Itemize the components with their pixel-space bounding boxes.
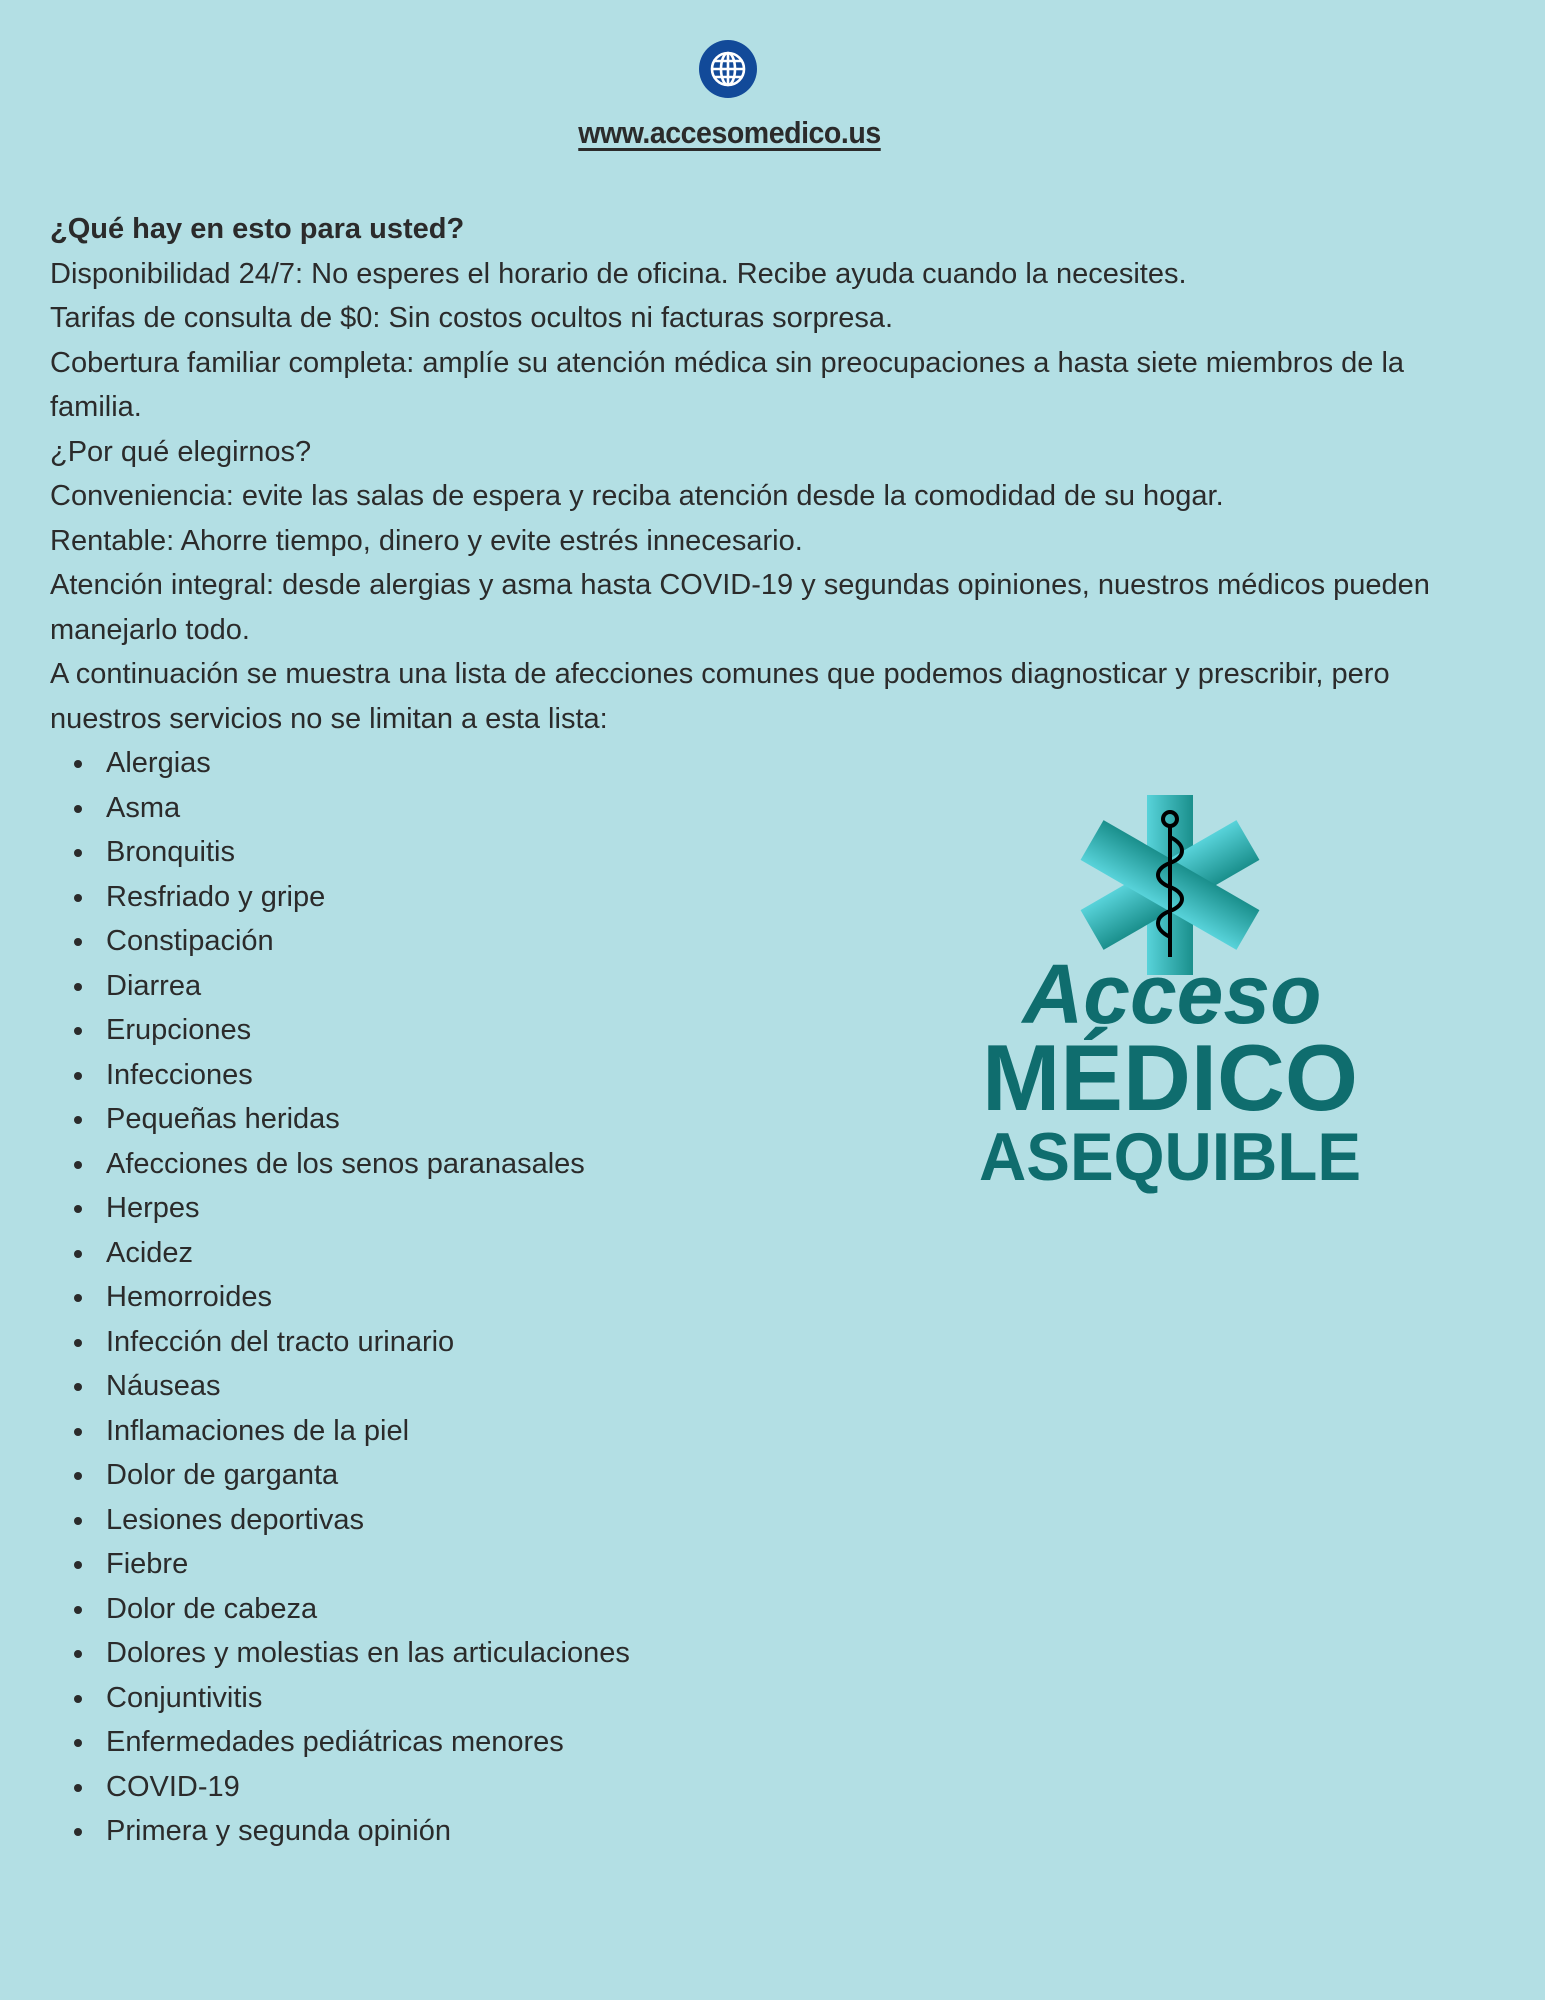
globe-icon: [699, 40, 757, 98]
list-item: Enfermedades pediátricas menores: [50, 1720, 1500, 1765]
list-item: Diarrea: [50, 964, 1500, 1009]
list-item: Dolor de garganta: [50, 1453, 1500, 1498]
list-item: Dolor de cabeza: [50, 1587, 1500, 1632]
list-item: Constipación: [50, 919, 1500, 964]
paragraph-availability: Disponibilidad 24/7: No esperes el horario de oficina. Recibe ayuda cuando la necesites.: [50, 257, 1187, 290]
list-item: Bronquitis: [50, 830, 1500, 875]
list-item: Herpes: [50, 1186, 1500, 1231]
list-item: Dolores y molestias en las articulaciones: [50, 1631, 1500, 1676]
list-item: Lesiones deportivas: [50, 1498, 1500, 1543]
paragraph-why-us: ¿Por qué elegirnos?: [50, 435, 312, 468]
list-item: Inflamaciones de la piel: [50, 1409, 1500, 1454]
paragraph-list-intro: A continuación se muestra una lista de afecciones comunes que podemos diagnosticar y prescribir, pero nuestros servicios no se limitan a esta lista:: [50, 658, 1390, 735]
list-item: Conjuntivitis: [50, 1676, 1500, 1721]
website-link[interactable]: www.accesomedico.us: [578, 115, 881, 150]
list-item: Primera y segunda opinión: [50, 1809, 1500, 1854]
list-item: Náuseas: [50, 1364, 1500, 1409]
list-item: Asma: [50, 786, 1500, 831]
paragraph-fees: Tarifas de consulta de $0: Sin costos ocultos ni facturas sorpresa.: [50, 302, 894, 334]
list-item: Infecciones: [50, 1053, 1500, 1098]
list-item: Acidez: [50, 1231, 1500, 1276]
list-item: Infección del tracto urinario: [50, 1320, 1500, 1365]
section-heading: ¿Qué hay en esto para usted?: [50, 213, 465, 245]
list-item: Resfriado y gripe: [50, 875, 1500, 920]
logo-line-asequible: ASEQUIBLE: [979, 1119, 1361, 1195]
paragraph-comprehensive-care: Atención integral: desde alergias y asma hasta COVID-19 y segundas opiniones, nuestros médicos pueden manejarlo todo.: [50, 569, 1430, 646]
paragraph-convenience: Conveniencia: evite las salas de espera y reciba atención desde la comodidad de su hogar.: [50, 480, 1224, 512]
list-item: Alergias: [50, 741, 1500, 786]
list-item: Pequeñas heridas: [50, 1097, 1500, 1142]
logo-line-medico: MÉDICO: [982, 1025, 1358, 1130]
list-item: Hemorroides: [50, 1275, 1500, 1320]
paragraph-cost-effective: Rentable: Ahorre tiempo, dinero y evite estrés innecesario.: [50, 524, 803, 557]
list-item: Erupciones: [50, 1008, 1500, 1053]
list-item: Fiebre: [50, 1542, 1500, 1587]
paragraph-family-coverage: Cobertura familiar completa: amplíe su atención médica sin preocupaciones a hasta siete miembros de la familia.: [50, 346, 1405, 423]
list-item: Afecciones de los senos paranasales: [50, 1142, 1500, 1187]
brand-logo: [960, 795, 1380, 1215]
logo-line-acceso: Acceso: [1022, 947, 1322, 1041]
list-item: COVID-19: [50, 1765, 1500, 1810]
